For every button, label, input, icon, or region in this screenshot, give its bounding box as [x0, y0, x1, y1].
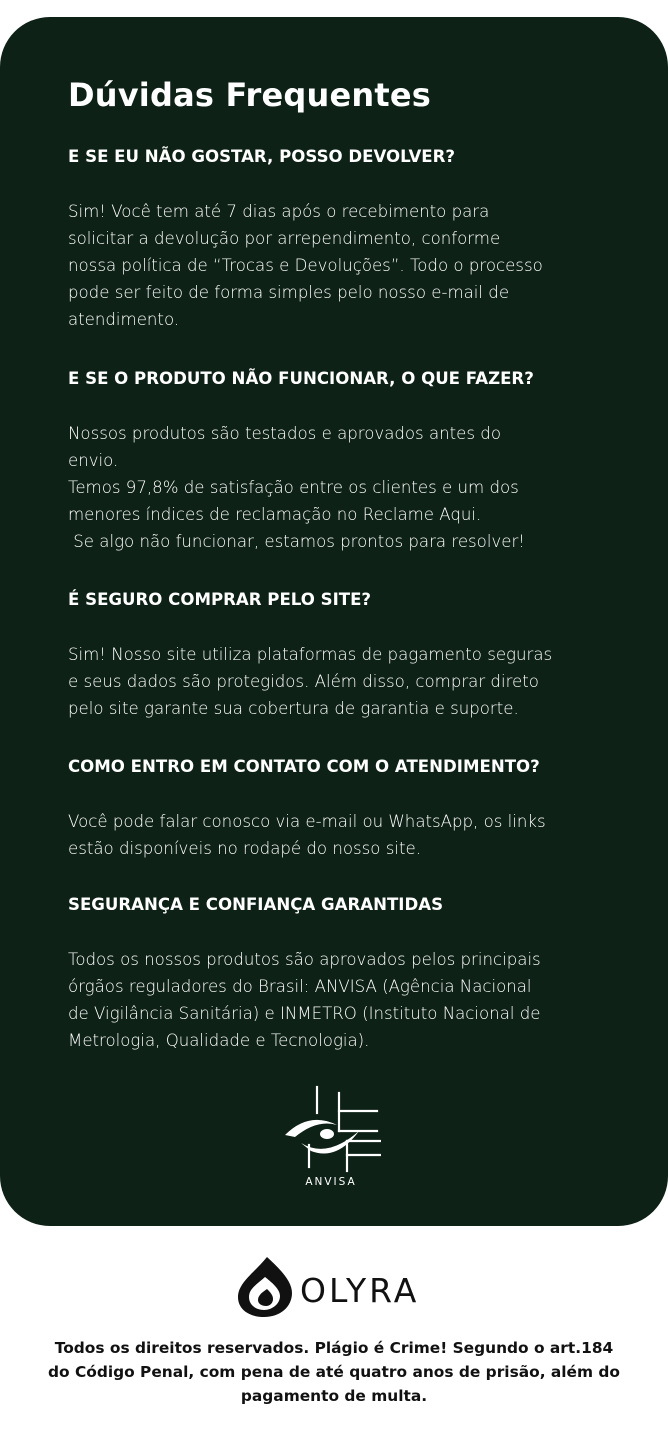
faq-answer-line: Metrologia, Qualidade e Tecnologia). [68, 1031, 370, 1050]
faq-answer-line: menores índices de reclamação no Reclame Aqui. [68, 505, 482, 524]
faq-answer-line: Sim! Você tem até 7 dias após o recebimento para [68, 202, 490, 221]
faq-answer-line: Sim! Nosso site utiliza plataformas de pagamento seguras [68, 645, 553, 664]
faq-answer-5 [68, 946, 628, 1054]
brand-name: OLYRA [300, 1271, 420, 1310]
faq-question-5: SEGURANÇA E CONFIANÇA GARANTIDAS [68, 895, 444, 914]
faq-answer-line: pode ser feito de forma simples pelo nosso e-mail de [68, 283, 510, 302]
faq-question-1: E SE EU NÃO GOSTAR, POSSO DEVOLVER? [68, 147, 456, 166]
faq-answer-line: Todos os nossos produtos são aprovados pelos principais [68, 950, 541, 969]
anvisa-logo-icon [281, 1085, 381, 1189]
faq-question-3: É SEGURO COMPRAR PELO SITE? [68, 590, 372, 609]
faq-answer-line: Nossos produtos são testados e aprovados antes do [68, 424, 501, 443]
footer-line: pagamento de multa. [240, 1387, 428, 1405]
faq-answer-line: solicitar a devolução por arrependimento, conforme [68, 229, 501, 248]
faq-answer-line: de Vigilância Sanitária) e INMETRO (Instituto Nacional de [68, 1004, 541, 1023]
faq-answer-line: Se algo não funcionar, estamos prontos para resolver! [68, 532, 525, 551]
faq-answer-3 [68, 641, 628, 722]
faq-answer-line: Você pode falar conosco via e-mail ou WhatsApp, os links [68, 812, 546, 831]
faq-question-2: E SE O PRODUTO NÃO FUNCIONAR, O QUE FAZER? [68, 369, 534, 388]
faq-answer-1 [68, 198, 628, 333]
faq-answer-line: Temos 97,8% de satisfação entre os clientes e um dos [68, 478, 519, 497]
footer-line: do Código Penal, com pena de até quatro anos de prisão, além do [48, 1363, 620, 1381]
faq-question-4: COMO ENTRO EM CONTATO COM O ATENDIMENTO? [68, 757, 540, 776]
footer-copyright [20, 1336, 648, 1408]
footer-line: Todos os direitos reservados. Plágio é Crime! Segundo o art.184 [54, 1339, 614, 1357]
faq-answer-line: envio. [68, 451, 119, 470]
faq-answer-4 [68, 808, 628, 862]
faq-title: Dúvidas Frequentes [68, 76, 431, 114]
faq-answer-line: estão disponíveis no rodapé do nosso site. [68, 839, 421, 858]
faq-answer-line: pelo site garante sua cobertura de garantia e suporte. [68, 699, 519, 718]
faq-answer-line: e seus dados são protegidos. Além disso, comprar direto [68, 672, 539, 691]
anvisa-logo-label: ANVISA [305, 1176, 357, 1188]
faq-answer-line: nossa política de “Trocas e Devoluções”. Todo o processo [68, 256, 543, 275]
faq-answer-line: órgãos reguladores do Brasil: ANVISA (Agência Nacional [68, 977, 532, 996]
faq-answer-2 [68, 420, 628, 555]
faq-answer-line: atendimento. [68, 310, 180, 329]
